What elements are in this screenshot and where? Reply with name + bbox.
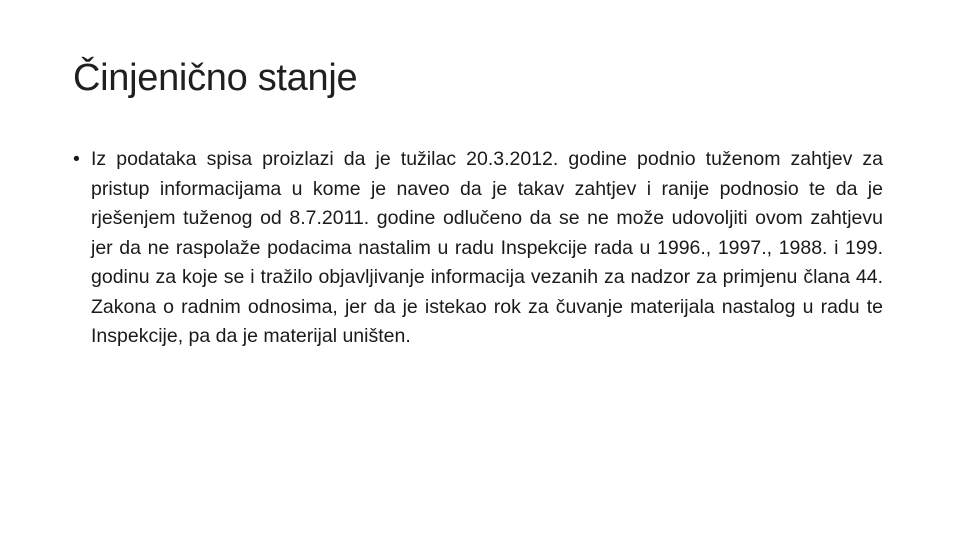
slide-title: Činjenično stanje — [73, 57, 358, 99]
bullet-item — [73, 145, 883, 352]
bullet-text: Iz podataka spisa proizlazi da je tužilac 20.3.2012. godine podnio tuženom zahtjev za pristup informacijama u kome je naveo da je takav zahtjev i ranije podnosio te da je rješenjem tuženog od 8.7.2011. godine odlučeno da se ne može udovoljiti ovom zahtjevu jer da ne raspolaže podacima nastalim u radu Inspekcije rada u 1996., 1997., 1988. i 199. godinu za koje se i tražilo objavljivanje informacija vezanih za nadzor za primjenu člana 44. Zakona o radnim odnosima, jer da je istekao rok za čuvanje materijala nastalog u radu te Inspekcije, pa da je materijal uništen. — [91, 148, 883, 347]
bullet-list — [73, 145, 883, 352]
bullet-icon: • — [73, 148, 80, 170]
